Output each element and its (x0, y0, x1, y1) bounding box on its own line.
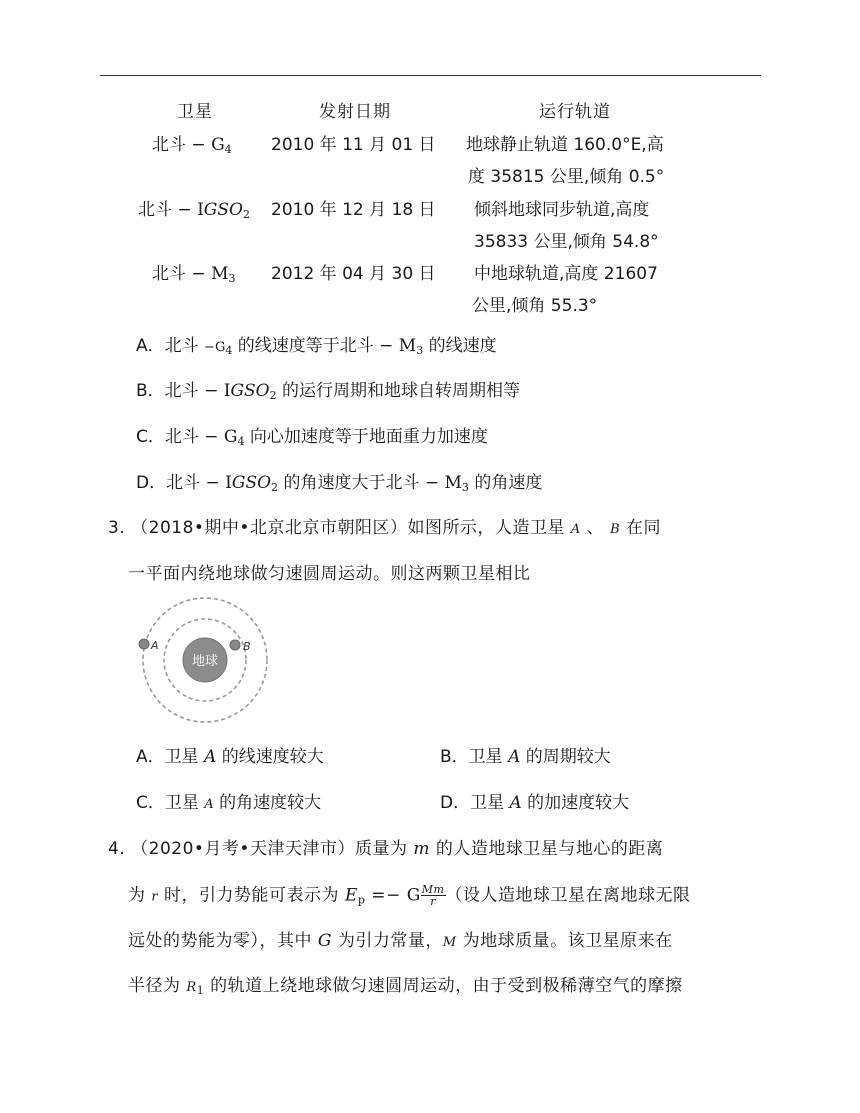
q3-line-2: 一平面内绕地球做匀速圆周运动。则这两颗卫星相比 (128, 564, 531, 584)
table-row-1-date: 2010 年 11 月 01 日 (271, 135, 436, 155)
table-header-orbit: 运行轨道 (539, 102, 611, 122)
table-row-2-orbit-line-2: 35833 公里,倾角 54.8° (474, 232, 659, 252)
table-row-2-satellite: 北斗 − $IGSO_2$ (138, 200, 250, 221)
q3-number: 3. (108, 518, 126, 538)
q2-option-b[interactable]: B．北斗 − $IGSO_2$ 的运行周期和地球自转周期相等 (136, 381, 521, 402)
table-row-1-satellite: 北斗 − $G_4$ (152, 135, 232, 156)
q3-option-c[interactable]: C．卫星 A 的角速度较大 (136, 793, 322, 813)
satellite-a (139, 639, 149, 649)
table-row-3-orbit-line-1: 中地球轨道,高度 21607 (474, 264, 658, 284)
table-row-2-orbit-line-1: 倾斜地球同步轨道,高度 (474, 200, 650, 220)
table-row-3-satellite: 北斗 − $M_3$ (152, 264, 236, 285)
q3-option-d[interactable]: D．卫星 A 的加速度较大 (440, 793, 630, 813)
earth-label: 地球 (191, 654, 219, 669)
table-row-1-orbit-line-2: 度 35815 公里,倾角 0.5° (468, 167, 665, 187)
q2-option-a[interactable]: A．北斗 $-G_4$ 的线速度等于北斗 − $M_3$ 的线速度 (136, 336, 497, 357)
q4-number: 4. (108, 839, 126, 859)
q4-line-2: 为 r 时，引力势能可表示为 $E_p =- G$ $\frac{Mm}{r}$ （设人造地球卫星在离地球无限 (128, 883, 691, 908)
q3-option-a[interactable]: A．卫星 A 的线速度较大 (136, 747, 324, 767)
table-header-launch-date: 发射日期 (319, 102, 391, 122)
table-header-satellite: 卫星 (177, 102, 213, 122)
q4-line-3: 远处的势能为零），其中 G 为引力常量，M 为地球质量。该卫星原来在 (128, 931, 673, 951)
q3-option-b[interactable]: B．卫星 A 的周期较大 (440, 747, 611, 767)
q3-line-1: 3. （2018•期中•北京北京市朝阳区）如图所示，人造卫星 A 、 B 在同 (108, 518, 662, 538)
header-rule (100, 75, 761, 76)
ep-fraction: $\frac{Mm}{r}$ (421, 883, 445, 908)
q4-line-1: 4. （2020•月考•天津天津市）质量为 m 的人造地球卫星与地心的距离 (108, 839, 664, 859)
satellite-b-label: B (243, 640, 251, 653)
table-row-3-date: 2012 年 04 月 30 日 (271, 264, 436, 284)
q2-option-d[interactable]: D．北斗 − $IGSO_2$ 的角速度大于北斗 − $M_3$ 的角速度 (136, 473, 543, 494)
table-row-2-date: 2010 年 12 月 18 日 (271, 200, 436, 220)
satellite-b (230, 640, 240, 650)
q2-option-c[interactable]: C．北斗 − $G_4$ 向心加速度等于地面重力加速度 (136, 427, 488, 448)
q3-orbit-figure (130, 592, 280, 730)
table-row-3-orbit-line-2: 公里,倾角 55.3° (472, 296, 598, 316)
table-row-1-orbit-line-1: 地球静止轨道 160.0°E,高 (466, 135, 664, 155)
q4-line-4: 半径为 $R_1$ 的轨道上绕地球做匀速圆周运动，由于受到极稀薄空气的摩擦 (128, 976, 683, 997)
satellite-a-label: A (151, 639, 159, 652)
